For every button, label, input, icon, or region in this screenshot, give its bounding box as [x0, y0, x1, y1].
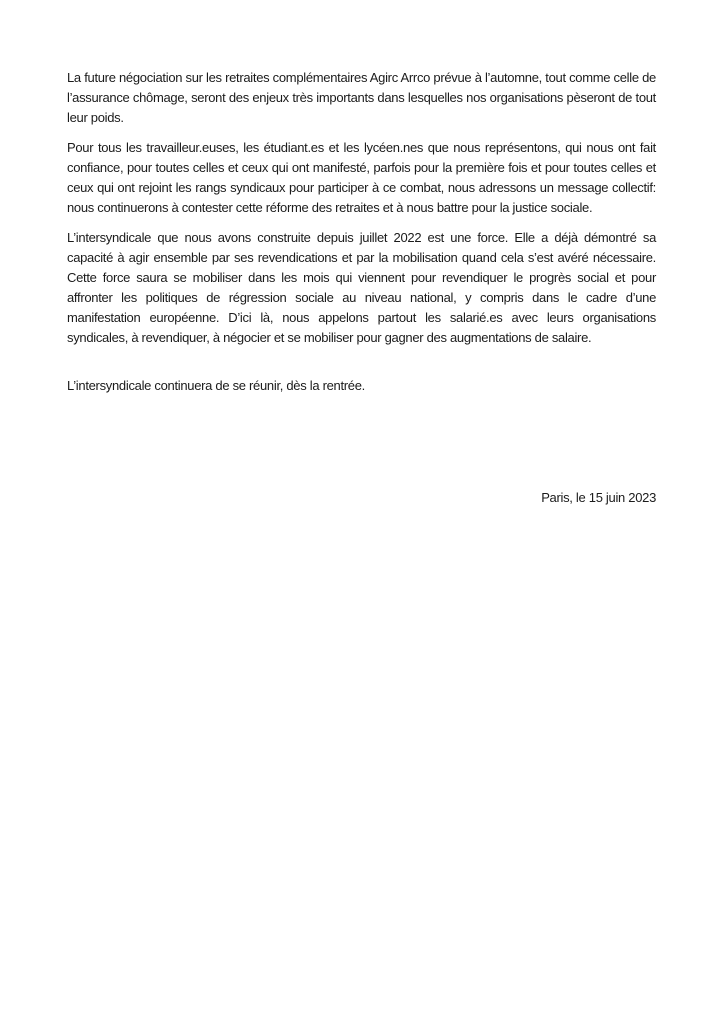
closing-line: L’intersyndicale continuera de se réunir, dès la rentrée.	[67, 378, 365, 393]
letter-body	[67, 68, 656, 518]
dateline: Paris, le 15 juin 2023	[541, 490, 656, 505]
paragraph-intersyndicale-force: L’intersyndicale que nous avons construite depuis juillet 2022 est une force. Elle a déjà démontré sa capacité à agir ensemble par ses revendications et par la mobilisation quand cela s’est avéré nécessaire. Cette force saura se mobiliser dans les mois qui viennent pour revendiquer le progrès social et pour affronter les politiques de régression sociale au niveau national, y compris dans le cadre d’une manifestation européenne. D’ici là, nous appelons partout les salarié.es avec leurs organisations syndicales, à revendiquer, à négocier et se mobiliser pour gagner des augmentations de salaire.	[67, 230, 656, 345]
paragraph-negociation-agirc-arrco: La future négociation sur les retraites complémentaires Agirc Arrco prévue à l’automne, tout comme celle de l’assurance chômage, seront des enjeux très importants dans lesquelles nos organisations pèseront de tout leur poids.	[67, 70, 656, 125]
paragraph-message-collectif: Pour tous les travailleur.euses, les étudiant.es et les lycéen.nes que nous représentons, qui nous ont fait confiance, pour toutes celles et ceux qui ont manifesté, parfois pour la première fois et pour toutes celles et ceux qui ont rejoint les rangs syndicaux pour participer à ce combat, nous adressons un message collectif: nous continuerons à contester cette réforme des retraites et à nous battre pour la justice sociale.	[67, 140, 656, 215]
